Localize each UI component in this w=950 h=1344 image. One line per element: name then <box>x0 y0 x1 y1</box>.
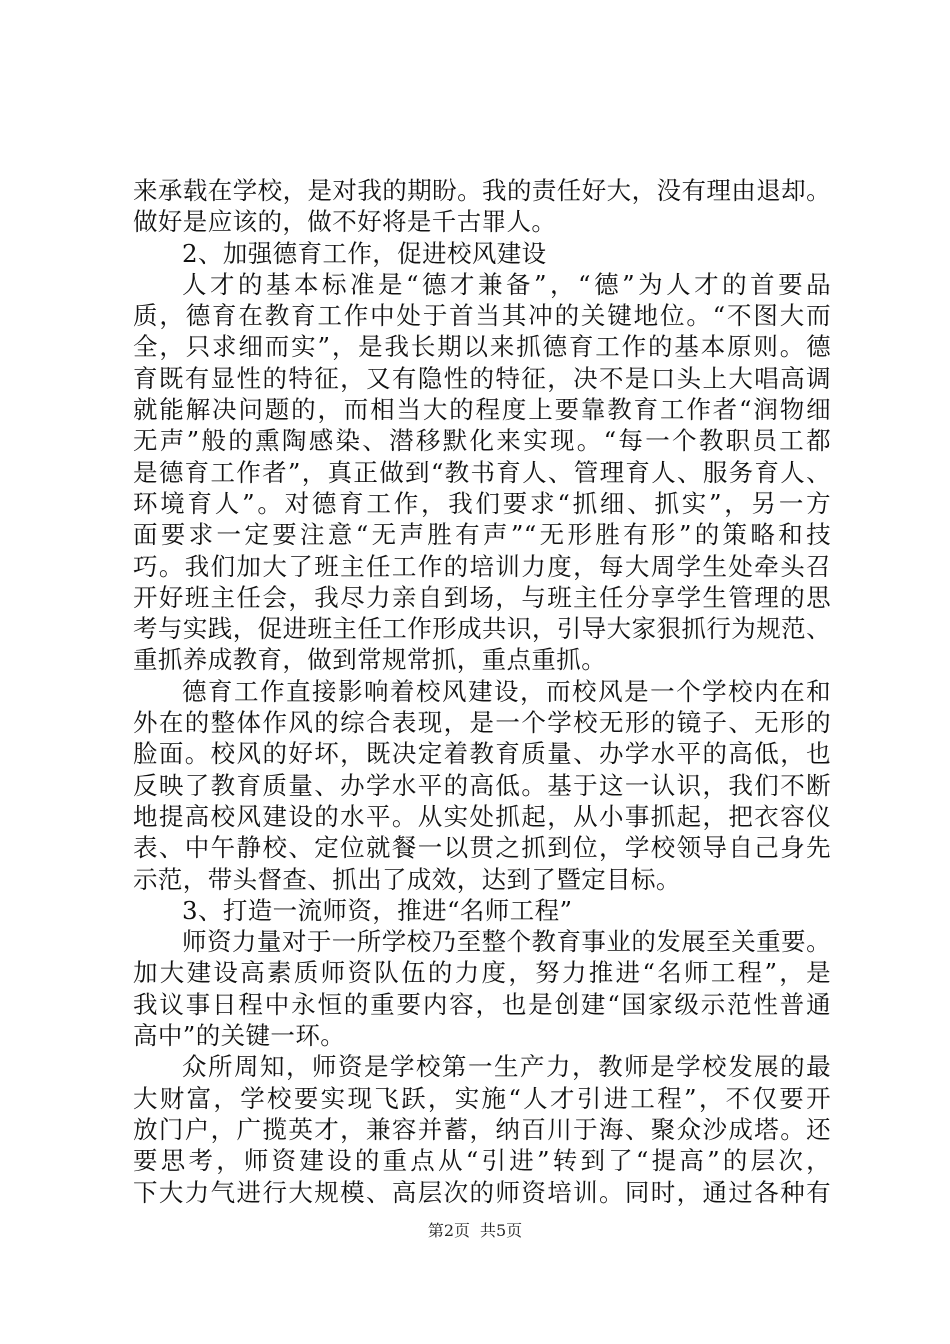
text-line: 德育工作直接影响着校风建设，而校风是一个学校内在和 <box>182 676 831 706</box>
text-line: 高中”的关键一环。 <box>133 1021 346 1051</box>
text-line: 面要求一定要注意“无声胜有声”“无形胜有形”的策略和技 <box>133 520 831 550</box>
text-line: 来承载在学校，是对我的期盼。我的责任好大，没有理由退却。 <box>133 176 831 205</box>
text-line: 我议事日程中永恒的重要内容，也是创建“国家级示范性普通 <box>133 989 831 1019</box>
text-line: 下大力气进行大规模、高层次的师资培训。同时，通过各种有 <box>133 1177 831 1207</box>
text-line: 质，德育在教育工作中处于首当其冲的关键地位。“不图大而 <box>133 301 831 331</box>
text-line: 师资力量对于一所学校乃至整个教育事业的发展至关重要。 <box>182 927 831 957</box>
text-line: 巧。我们加大了班主任工作的培训力度，每大周学生处牵头召 <box>133 551 831 581</box>
page-number: 第2页 <box>427 1221 470 1240</box>
text-line: 重抓养成教育，做到常规常抓，重点重抓。 <box>133 645 607 675</box>
text-line: 是德育工作者”，真正做到“教书育人、管理育人、服务育人、 <box>133 457 831 487</box>
text-line: 示范，带头督查、抓出了成效，达到了暨定目标。 <box>133 864 681 894</box>
text-line: 大财富，学校要实现飞跃，实施“人才引进工程”，不仅要开 <box>133 1083 831 1113</box>
text-line: 放门户，广揽英才，兼容并蓄，纳百川于海、聚众沙成塔。还 <box>133 1114 831 1144</box>
text-line: 要思考，师资建设的重点从“引进”转到了“提高”的层次， <box>133 1146 831 1176</box>
body-text <box>133 175 831 1208</box>
text-line: 无声”般的熏陶感染、潜移默化来实现。“每一个教职员工都 <box>133 426 831 456</box>
text-line: 考与实践，促进班主任工作形成共识，引导大家狠抓行为规范、 <box>133 614 831 644</box>
text-line: 表、中午静校、定位就餐一以贯之抓到位，学校领导自己身先 <box>133 833 831 863</box>
text-line: 就能解决问题的，而相当大的程度上要靠教育工作者“润物细 <box>133 395 831 425</box>
section-heading: 2、加强德育工作，促进校风建设 <box>182 238 547 268</box>
text-line: 地提高校风建设的水平。从实处抓起，从小事抓起，把衣容仪 <box>133 801 831 831</box>
text-line: 育既有显性的特征，又有隐性的特征，决不是口头上大唱高调 <box>133 363 831 393</box>
text-line: 全，只求细而实”，是我长期以来抓德育工作的基本原则。德 <box>133 332 831 362</box>
text-line: 众所周知，师资是学校第一生产力，教师是学校发展的最 <box>182 1052 831 1082</box>
page-footer <box>0 1218 950 1241</box>
text-line: 加大建设高素质师资队伍的力度，努力推进“名师工程”，是 <box>133 958 831 988</box>
text-line: 反映了教育质量、办学水平的高低。基于这一认识，我们不断 <box>133 770 831 800</box>
text-line: 脸面。校风的好坏，既决定着教育质量、办学水平的高低，也 <box>133 739 831 769</box>
section-heading: 3、打造一流师资，推进“名师工程” <box>182 895 573 925</box>
text-line: 人才的基本标准是“德才兼备”，“德”为人才的首要品 <box>182 269 831 299</box>
text-line: 开好班主任会，我尽力亲自到场，与班主任分享学生管理的思 <box>133 582 831 612</box>
text-line: 外在的整体作风的综合表现，是一个学校无形的镜子、无形的 <box>133 708 831 738</box>
text-line: 环境育人”。对德育工作，我们要求“抓细、抓实”，另一方 <box>133 488 831 518</box>
text-line: 做好是应该的，做不好将是千古罪人。 <box>133 207 557 237</box>
page-total: 共5页 <box>480 1221 523 1240</box>
